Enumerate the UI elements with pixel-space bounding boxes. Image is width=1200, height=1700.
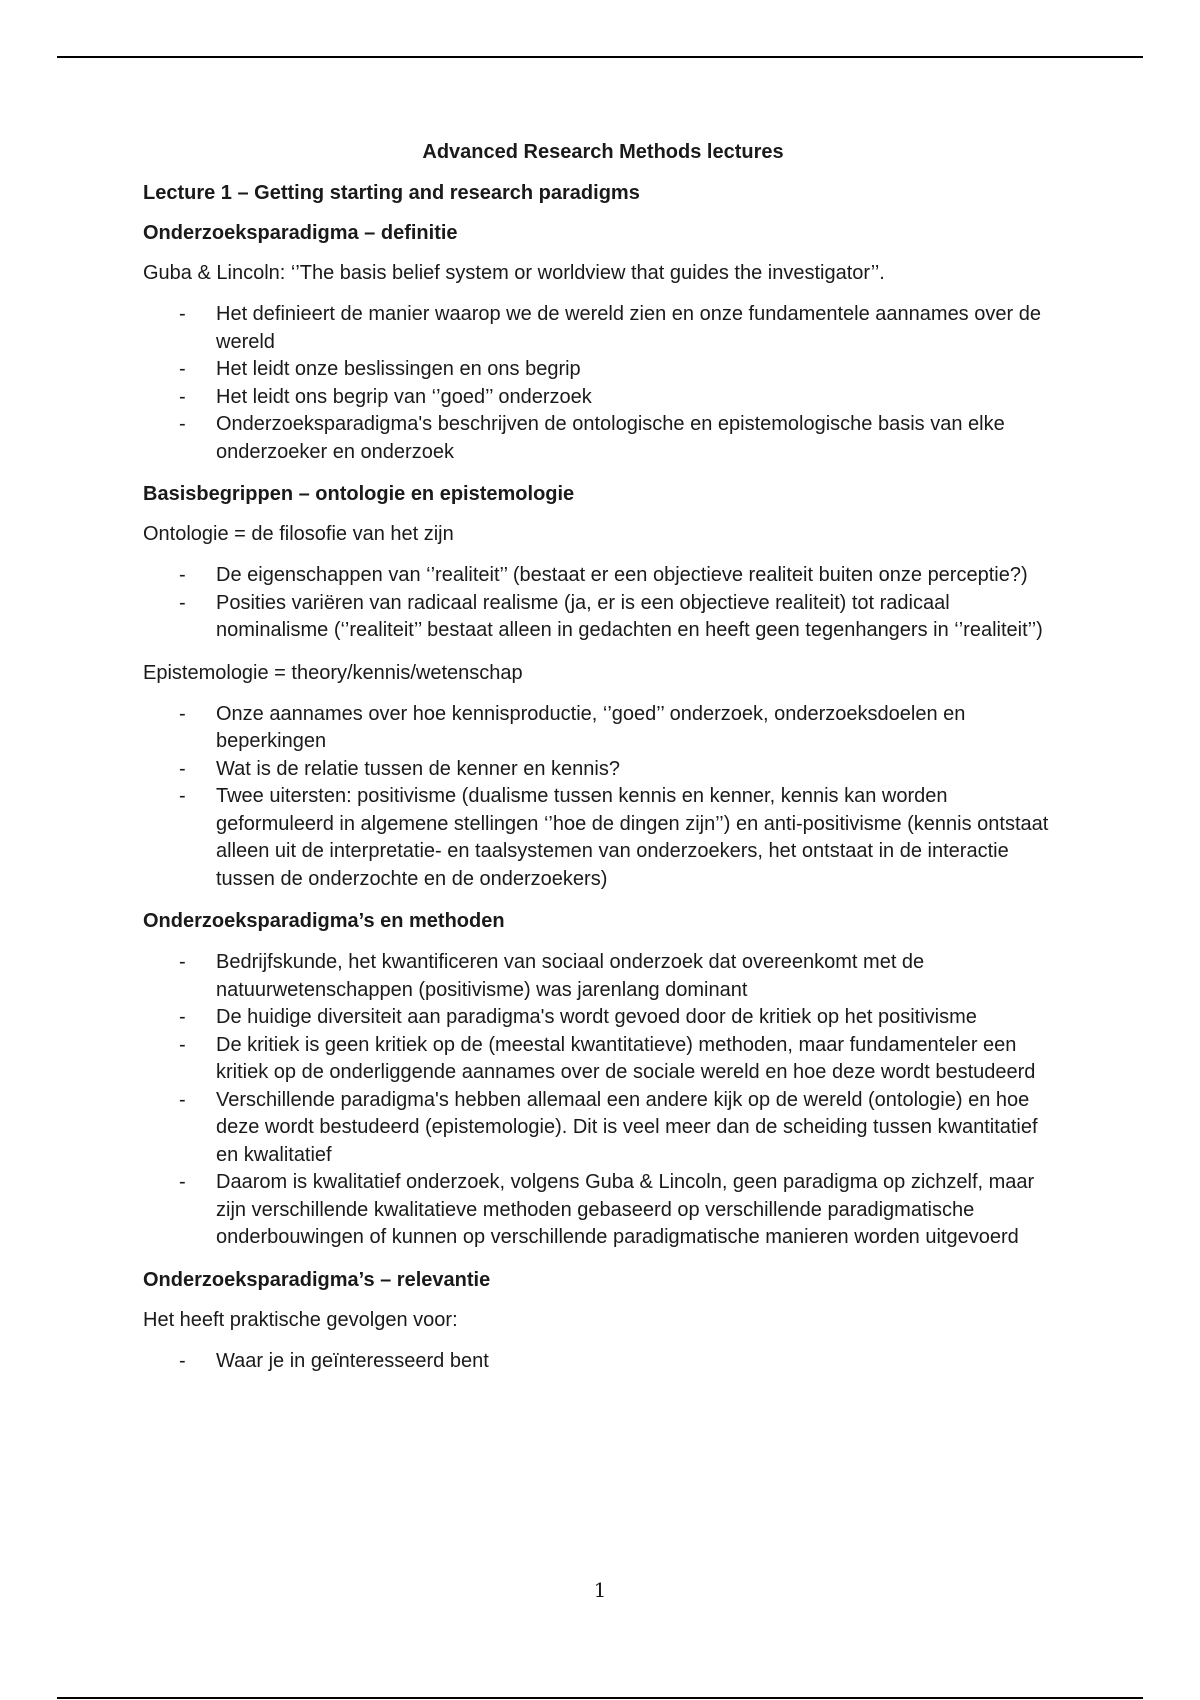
- page-number: 1: [593, 1578, 607, 1602]
- lecture-heading: Lecture 1 – Getting starting and research paradigms: [143, 182, 640, 204]
- list-item: - Daarom is kwalitatief onderzoek, volgens Guba & Lincoln, geen paradigma op zichzelf, maar zijn verschillende kwalitatieve methoden gebaseerd op verschillende paradigmatische onderbouwingen of kunnen op verschillende paradigmatische manieren worden uitgevoerd: [143, 1169, 1063, 1252]
- bullet-list-epistemologie: [143, 701, 1063, 894]
- footer-rule: [57, 1697, 1143, 1699]
- header-rule: [57, 56, 1143, 58]
- list-item: - Verschillende paradigma's hebben allemaal een andere kijk op de wereld (ontologie) en hoe deze wordt bestudeerd (epistemologie). Dit is veel meer dan de scheiding tussen kwantitatief en kwalitatief: [143, 1087, 1063, 1170]
- list-item: - Het leidt ons begrip van ‘’goed’’ onderzoek: [143, 384, 1063, 412]
- list-item: - Wat is de relatie tussen de kenner en kennis?: [143, 756, 1063, 784]
- list-item: - Twee uitersten: positivisme (dualisme tussen kennis en kenner, kennis kan worden geformuleerd in algemene stellingen ‘’hoe de dingen zijn’’) en anti-positivisme (kennis ontstaat alleen uit de interpretatie- en taalsystemen van onderzoekers, het ontstaat in de interactie tussen de onderzochte en de onderzoekers): [143, 783, 1063, 893]
- section-heading-definitie: Onderzoeksparadigma – definitie: [143, 222, 458, 244]
- list-item: - Het definieert de manier waarop we de wereld zien en onze fundamentele aannames over de wereld: [143, 301, 1063, 356]
- list-item: - De huidige diversiteit aan paradigma's wordt gevoed door de kritiek op het positivisme: [143, 1004, 1063, 1032]
- section-heading-methoden: Onderzoeksparadigma’s en methoden: [143, 910, 505, 932]
- paragraph-ontologie: Ontologie = de filosofie van het zijn: [143, 523, 454, 545]
- list-item: - Bedrijfskunde, het kwantificeren van sociaal onderzoek dat overeenkomt met de natuurwetenschappen (positivisme) was jarenlang dominant: [143, 949, 1063, 1004]
- paragraph-epistemologie: Epistemologie = theory/kennis/wetenschap: [143, 661, 523, 684]
- document-body: [143, 140, 1063, 1391]
- list-item: - Posities variëren van radicaal realisme (ja, er is een objectieve realiteit) tot radicaal nominalisme (‘’realiteit’’ bestaat alleen in gedachten en heeft geen tegenhangers in ‘’realiteit’’): [143, 590, 1063, 645]
- list-item: - Het leidt onze beslissingen en ons begrip: [143, 356, 1063, 384]
- list-item: - De kritiek is geen kritiek op de (meestal kwantitatieve) methoden, maar fundamenteler een kritiek op de onderliggende aannames over de sociale wereld en hoe deze wordt bestudeerd: [143, 1032, 1063, 1087]
- bullet-list-ontologie: [143, 562, 1063, 645]
- list-item: - Waar je in geïnteresseerd bent: [143, 1348, 1063, 1376]
- paragraph-guba-lincoln: Guba & Lincoln: ‘’The basis belief system or worldview that guides the investigator’’.: [143, 262, 885, 284]
- section-heading-basisbegrippen: Basisbegrippen – ontologie en epistemologie: [143, 483, 575, 505]
- bullet-list-definitie: [143, 301, 1063, 466]
- list-item: - De eigenschappen van ‘’realiteit’’ (bestaat er een objectieve realiteit buiten onze perceptie?): [143, 562, 1063, 590]
- section-heading-relevantie: Onderzoeksparadigma’s – relevantie: [143, 1268, 491, 1291]
- list-item: - Onderzoeksparadigma's beschrijven de ontologische en epistemologische basis van elke onderzoeker en onderzoek: [143, 411, 1063, 466]
- document-title: Advanced Research Methods lectures: [422, 141, 784, 163]
- paragraph-relevantie: Het heeft praktische gevolgen voor:: [143, 1308, 458, 1331]
- list-item: - Onze aannames over hoe kennisproductie, ‘’goed’’ onderzoek, onderzoeksdoelen en beperkingen: [143, 701, 1063, 756]
- bullet-list-methoden: [143, 949, 1063, 1252]
- bullet-list-relevantie: [143, 1348, 1063, 1376]
